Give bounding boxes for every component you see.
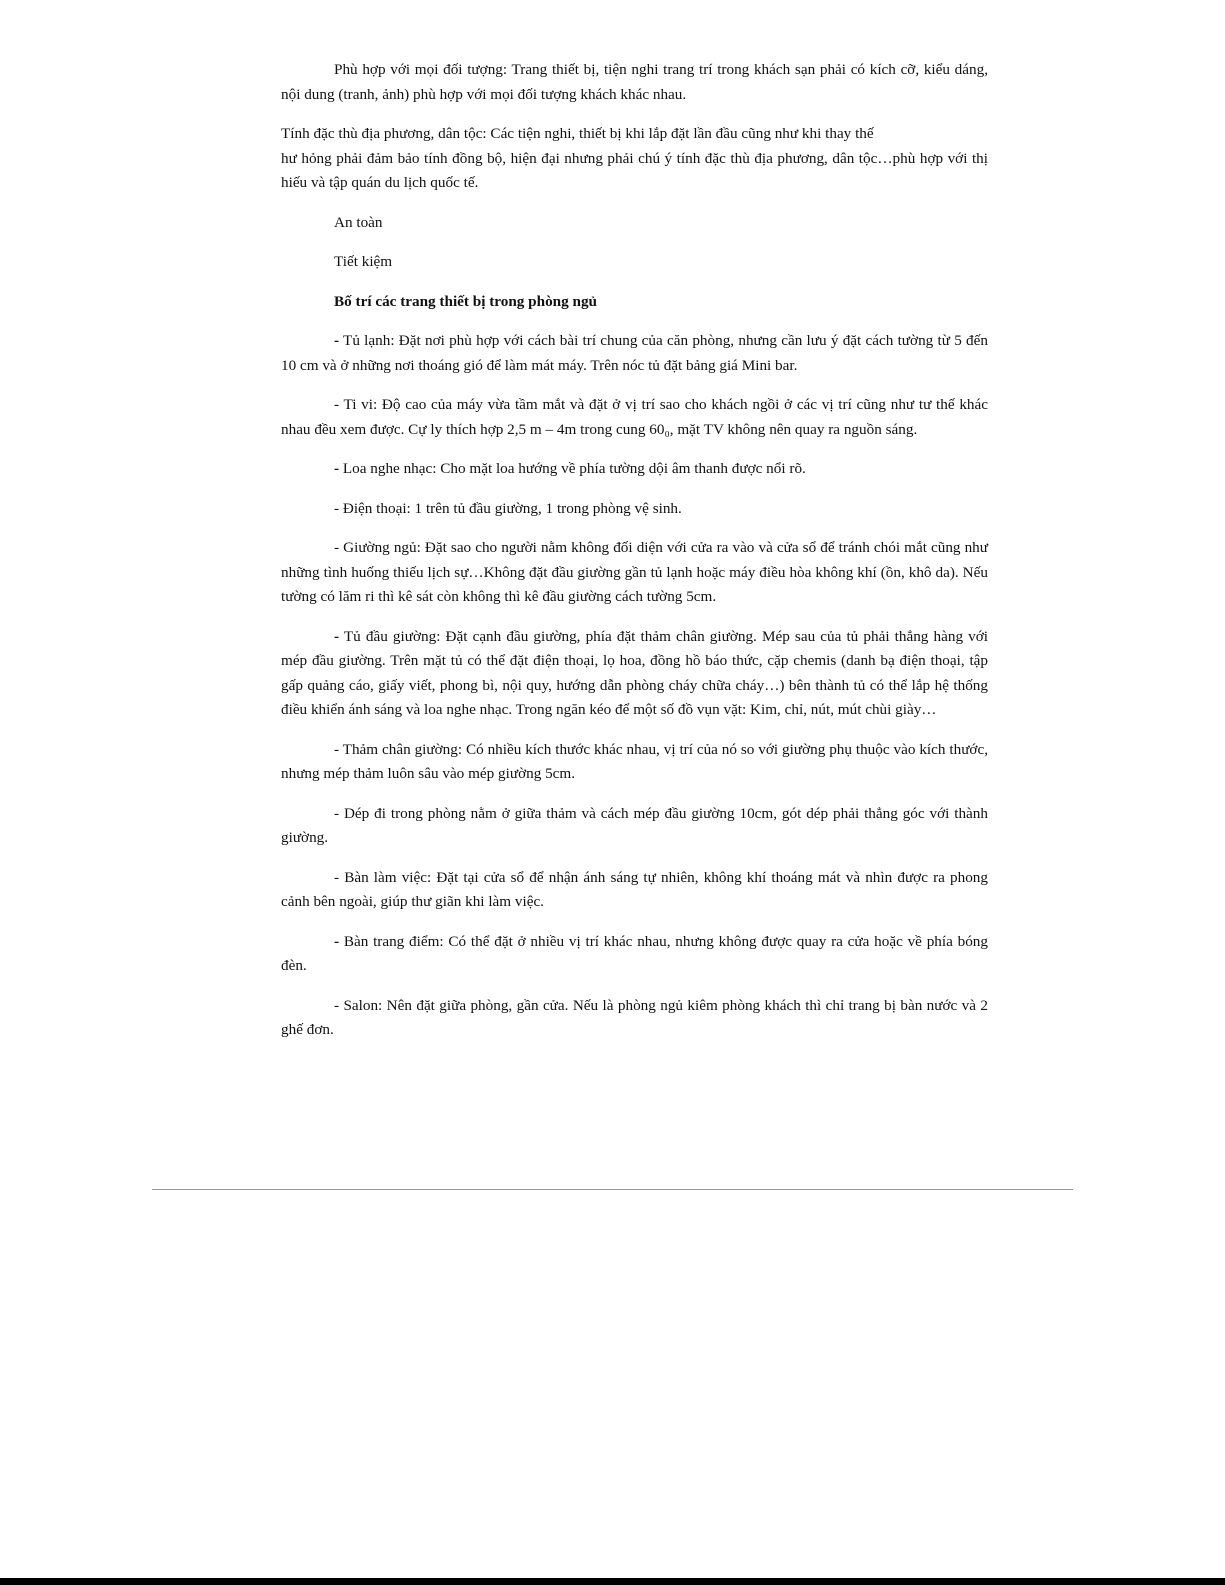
paragraph-text: Tủ đầu giường: Đặt cạnh đầu giường, phía đặt thảm chân giường. Mép sau của tủ phải thẳng hàng với mép đầu giường. Trên mặt tủ có thể đặt điện thoại, lọ hoa, đồng hồ báo thức, cặp chemis (danh bạ điện thoại, tập gấp quảng cáo, giấy viết, phong bì, nội quy, hướng dẫn phòng cháy chữa cháy…) bên thành tủ có thể lắp hệ thống điều khiển ánh sáng và loa nghe nhạc. Trong ngăn kéo để một số đồ vụn vặt: Kim, chỉ, nút, mút chùi giày… [281, 627, 988, 718]
heading-text: Bố trí các trang thiết bị trong phòng ngủ [334, 292, 597, 310]
bullet-dash: - [334, 460, 340, 477]
paragraph-vanity [281, 930, 988, 979]
paragraph-suitability [281, 58, 988, 107]
paragraph-nightstand [281, 625, 988, 723]
paragraph-text: - Bàn làm việc: Đặt tại cửa sổ để nhận ánh sáng tự nhiên, không khí thoáng mát và nhìn được ra phong cảnh bên ngoài, giúp thư giãn khi làm việc. [281, 868, 988, 910]
paragraph-text: - Thảm chân giường: Có nhiều kích thước khác nhau, vị trí của nó so với giường phụ thuộc vào kích thước, nhưng mép thảm luôn sâu vào mép giường 5cm. [281, 740, 988, 782]
page-divider [152, 1189, 1073, 1190]
section-heading [281, 290, 988, 315]
paragraph-text: Loa nghe nhạc: Cho mặt loa hướng về phía tường dội âm thanh được nổi rõ. [339, 460, 806, 477]
bullet-dash: - [334, 332, 340, 349]
paragraph-text: An toàn [334, 213, 383, 231]
paragraph-salon [281, 994, 988, 1043]
paragraph-local-character [281, 122, 988, 196]
bullet-dash: - [334, 627, 340, 645]
paragraph-first-line: Tính đặc thù địa phương, dân tộc: Các tiện nghi, thiết bị khi lắp đặt lần đầu cũng như khi thay thế [281, 125, 874, 142]
paragraph-bedside-rug [281, 738, 988, 787]
paragraph-safety [281, 211, 988, 236]
paragraph-text: - Điện thoại: 1 trên tủ đầu giường, 1 trong phòng vệ sinh. [334, 499, 682, 517]
paragraph-text: - Ti vi: Độ cao của máy vừa tầm mắt và đặt ở vị trí sao cho khách ngồi ở các vị trí cũng như tư thế khác nhau đều xem được. Cự ly thích hợp 2,5 m – 4m trong cung 60₀, mặt TV không nên quay ra nguồn sáng. [281, 396, 988, 438]
document-body [281, 58, 988, 1058]
paragraph-text: hư hỏng phải đảm bảo tính đồng bộ, hiện đại nhưng phải chú ý tính đặc thù địa phương, dân tộc…phù hợp với thị hiếu và tập quán du lịch quốc tế. [281, 149, 988, 191]
paragraph-text: Bàn trang điểm: Có thể đặt ở nhiều vị trí khác nhau, nhưng không được quay ra cửa hoặc về phía bóng đèn. [281, 932, 988, 974]
paragraph-text: Tủ lạnh: Đặt nơi phù hợp với cách bài trí chung của căn phòng, nhưng cần lưu ý đặt cách tường từ 5 đến 10 cm và ở những nơi thoáng gió để làm mát máy. Trên nóc tủ đặt bảng giá Mini bar. [281, 332, 988, 374]
paragraph-speaker [281, 457, 988, 482]
paragraph-text: Phù hợp với mọi đối tượng: Trang thiết bị, tiện nghi trang trí trong khách sạn phải có kích cỡ, kiểu dáng, nội dung (tranh, ảnh) phù hợp với mọi đối tượng khách khác nhau. [281, 61, 988, 103]
paragraph-text: Tiết kiệm [334, 253, 393, 270]
paragraph-text: - Salon: Nên đặt giữa phòng, gần cửa. Nếu là phòng ngủ kiêm phòng khách thì chỉ trang bị bàn nước và 2 ghế đơn. [281, 996, 988, 1038]
paragraph-text: - Dép đi trong phòng nằm ở giữa thảm và cách mép đầu giường 10cm, gót dép phải thẳng góc với thành giường. [281, 804, 988, 846]
paragraph-desk [281, 866, 988, 915]
paragraph-tv [281, 393, 988, 442]
paragraph-bed [281, 536, 988, 610]
paragraph-phone [281, 497, 988, 522]
bottom-edge-bar [0, 1578, 1225, 1585]
paragraph-economy [281, 250, 988, 275]
paragraph-text: - Giường ngủ: Đặt sao cho người nằm không đối diện với cửa ra vào và cửa sổ để tránh chói mắt cũng như những tình huống thiếu lịch sự…Không đặt đầu giường gần tủ lạnh hoặc máy điều hòa không khí (ồn, khô da). Nếu tường có lăm ri thì kê sát còn không thì kê đầu giường cách tường 5cm. [281, 539, 988, 605]
paragraph-slippers [281, 802, 988, 851]
paragraph-fridge [281, 329, 988, 378]
bullet-dash: - [334, 932, 340, 950]
